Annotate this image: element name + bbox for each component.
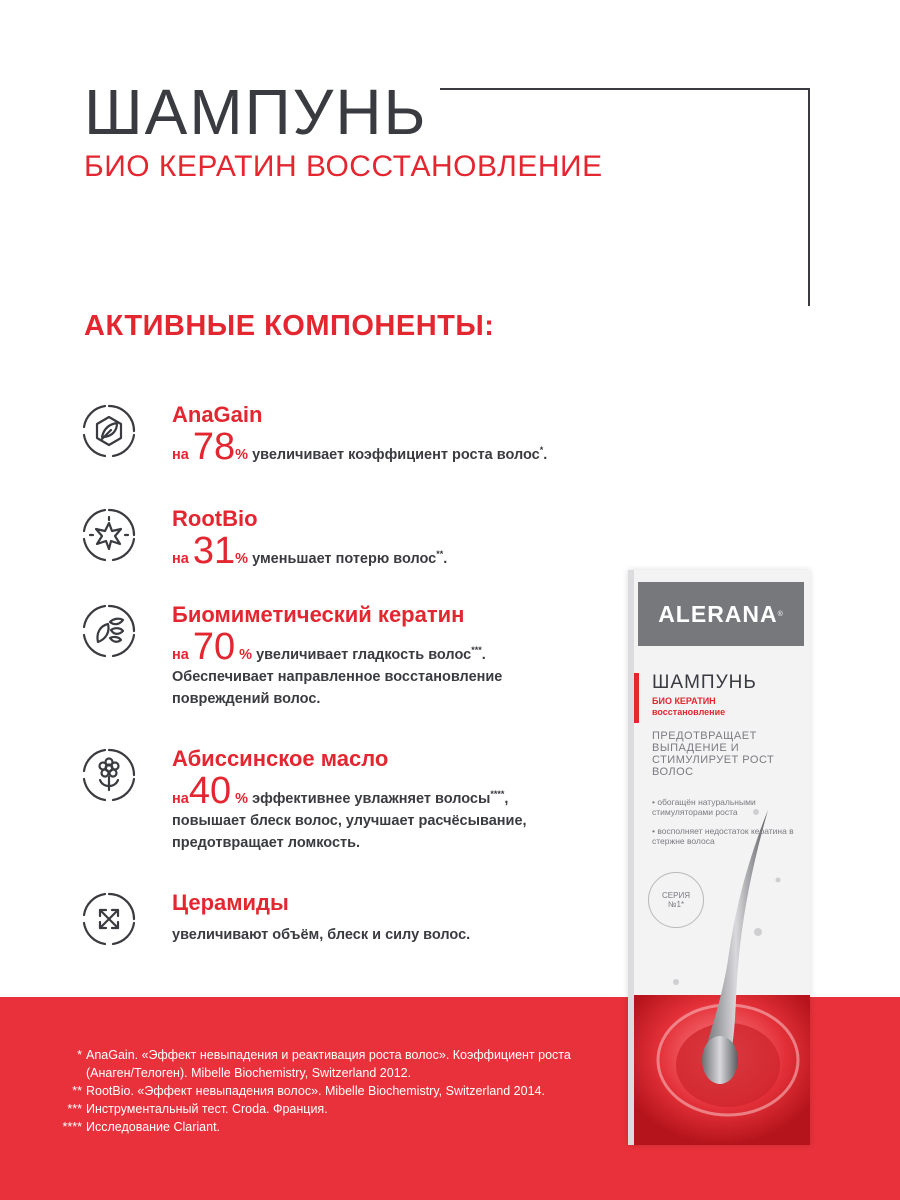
component-name: Церамиды [172, 890, 289, 915]
section-title: АКТИВНЫЕ КОМПОНЕНТЫ: [84, 310, 495, 342]
star-burst-icon [80, 506, 138, 564]
footnote: *** Инструментальный тест. Croda. Франция. [67, 1102, 328, 1116]
component-desc: повышает блеск волос, улучшает расчёсывание, [172, 813, 527, 829]
component-stat: на 70 % увеличивает гладкость волос***. [172, 626, 486, 668]
product-accent-bar [634, 673, 639, 723]
footnote: ** RootBio. «Эффект невыпадения волос». Mibelle Biochemistry, Switzerland 2014. [72, 1084, 545, 1098]
leaves-icon [80, 602, 138, 660]
product-line: БИО КЕРАТИН [652, 696, 716, 706]
series-badge: СЕРИЯ №1* [648, 872, 704, 928]
page-subtitle: БИО КЕРАТИН ВОССТАНОВЛЕНИЕ [84, 150, 603, 183]
footnotes [40, 1046, 610, 1136]
component-desc: предотвращает ломкость. [172, 835, 361, 851]
component-desc: увеличивают объём, блеск и силу волос. [172, 927, 471, 943]
product-claim: ПРЕДОТВРАЩАЕТ ВЫПАДЕНИЕ И СТИМУЛИРУЕТ РОСТ ВОЛОС [652, 730, 775, 778]
product-box-edge [628, 570, 634, 1145]
brand-logo: ALERANA ® [638, 582, 804, 646]
footnote: **** Исследование Clariant. [62, 1120, 221, 1134]
component-name: AnaGain [172, 402, 263, 427]
product-box [628, 570, 810, 1145]
product-bullet: • восполняет недостаток кератина в стержне волоса [652, 826, 794, 846]
flower-icon [80, 746, 138, 804]
product-name: ШАМПУНЬ [652, 672, 757, 693]
leaf-hexagon-icon [80, 402, 138, 460]
frame-top-line [440, 88, 810, 90]
product-bullet: • обогащён натуральными стимуляторами роста [652, 797, 756, 817]
component-desc: Обеспечивает направленное восстановление [172, 669, 503, 685]
cross-arrows-icon [80, 890, 138, 948]
product-line: восстановление [652, 707, 726, 717]
component-name: Абиссинское масло [172, 746, 389, 771]
footnote: * AnaGain. «Эффект невыпадения и реактивация роста волос». Коэффициент роста (Анаген/Телоген). Mibelle Biochemistry, Switzerland 2012. [77, 1048, 571, 1080]
page-title: ШАМПУНЬ [84, 76, 428, 148]
hair-follicle-illustration [628, 760, 810, 1145]
component-stat: на40 % эффективнее увлажняет волосы****, [172, 770, 509, 812]
component-name: RootBio [172, 506, 258, 531]
component-desc: повреждений волос. [172, 691, 321, 707]
component-name: Биомиметический кератин [172, 602, 465, 627]
component-stat: на 31% уменьшает потерю волос**. [172, 530, 448, 572]
component-stat: на 78% увеличивает коэффициент роста волос*. [172, 426, 548, 468]
frame-right-line [808, 88, 810, 306]
